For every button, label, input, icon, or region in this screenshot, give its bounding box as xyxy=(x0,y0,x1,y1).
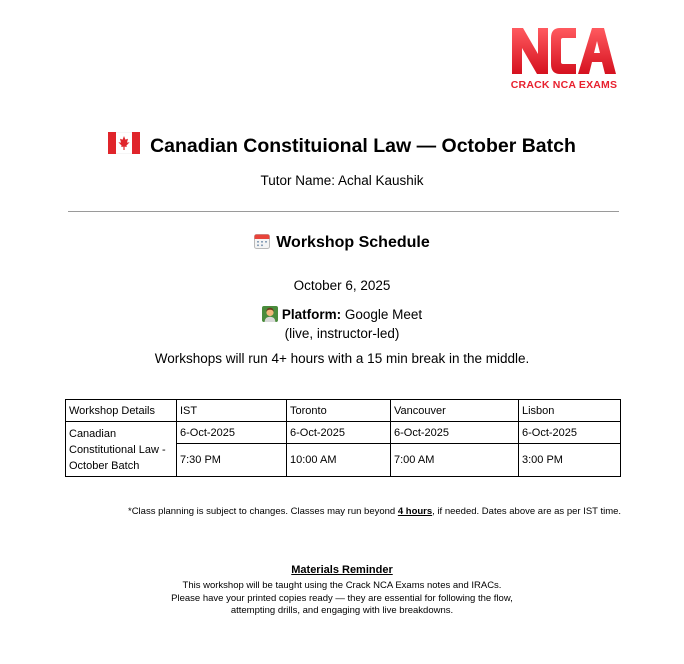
teacher-icon xyxy=(262,306,278,326)
nca-logo-mark xyxy=(508,22,620,78)
platform-value: Google Meet xyxy=(344,307,423,322)
table-cell-date: 6-Oct-2025 xyxy=(519,422,621,444)
note-before: *Class planning is subject to changes. Classes may run beyond xyxy=(128,506,398,517)
materials-line: Please have your printed copies ready — they are essential for following the flow, xyxy=(171,592,513,604)
table-cell-date: 6-Oct-2025 xyxy=(177,422,287,444)
batch-name-cell: Canadian Constitutional Law - October Batch xyxy=(66,422,177,477)
table-cell-time: 10:00 AM xyxy=(287,444,391,477)
calendar-icon xyxy=(254,233,270,254)
workshop-date: October 6, 2025 xyxy=(293,278,391,293)
table-header: Lisbon xyxy=(519,400,621,422)
table-header: Vancouver xyxy=(391,400,519,422)
tutor-name: Tutor Name: Achal Kaushik xyxy=(260,173,424,188)
table-cell-time: 7:30 PM xyxy=(177,444,287,477)
note-bold: 4 hours xyxy=(397,506,433,517)
table-cell-time: 7:00 AM xyxy=(391,444,519,477)
workshop-schedule-heading xyxy=(0,233,684,254)
materials-title: Materials Reminder xyxy=(291,564,393,576)
divider xyxy=(68,211,619,212)
materials-line: attempting drills, and engaging with live breakdowns. xyxy=(230,605,454,616)
workshop-duration: Workshops will run 4+ hours with a 15 min break in the middle. xyxy=(154,351,530,366)
title-text: Canadian Constituional Law — October Batch xyxy=(150,135,576,157)
page-title xyxy=(0,132,684,160)
table-header-row xyxy=(66,400,621,422)
crack-nca-logo xyxy=(508,22,620,94)
materials-line: This workshop will be taught using the Crack NCA Exams notes and IRACs. xyxy=(182,580,502,591)
table-header: Toronto xyxy=(287,400,391,422)
table-cell-date: 6-Oct-2025 xyxy=(287,422,391,444)
materials-body xyxy=(0,580,684,618)
logo-caption: CRACK NCA EXAMS xyxy=(510,79,618,91)
note-after: , if needed. Dates above are as per IST time. xyxy=(432,506,622,517)
table-cell-time: 3:00 PM xyxy=(519,444,621,477)
platform-info xyxy=(0,306,684,342)
table-header: IST xyxy=(177,400,287,422)
heading-text: Workshop Schedule xyxy=(276,234,430,251)
table-header: Workshop Details xyxy=(66,400,177,422)
table-row xyxy=(66,422,621,444)
platform-note: (live, instructor-led) xyxy=(284,326,400,341)
platform-label: Platform: xyxy=(281,307,342,322)
canada-flag-icon xyxy=(108,132,140,160)
schedule-table xyxy=(65,399,621,477)
table-cell-date: 6-Oct-2025 xyxy=(391,422,519,444)
